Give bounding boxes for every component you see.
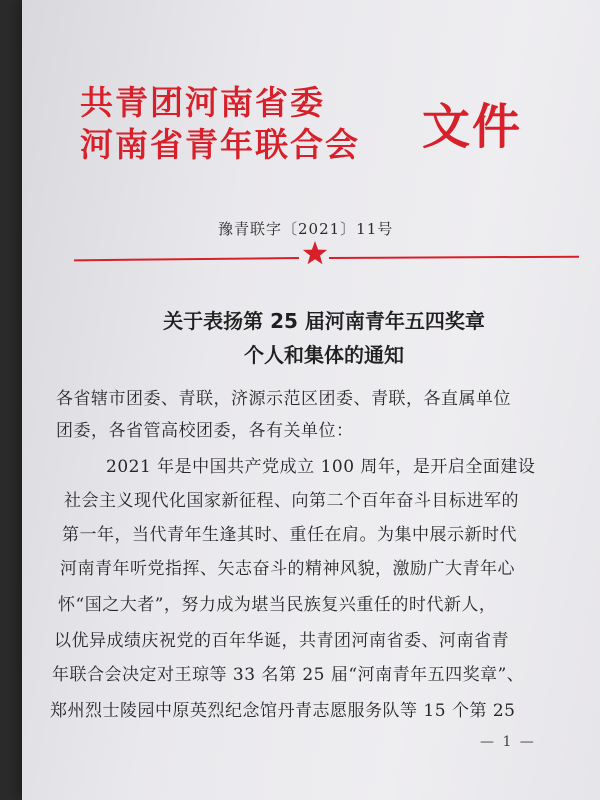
title-line-2: 个人和集体的通知 <box>244 343 404 367</box>
red-rule-right <box>329 256 579 259</box>
body-line: 以优异成绩庆祝党的百年华诞，共青团河南省委、河南省青 <box>54 631 509 651</box>
red-rule-left <box>74 257 299 261</box>
body-line: 郑州烈士陵园中原英烈纪念馆丹青志愿服务队等 15 个第 25 <box>50 701 516 721</box>
notice-title <box>114 304 534 372</box>
body-line: 团委，各省管高校团委，各有关单位： <box>56 421 354 441</box>
page-number: — 1 — <box>480 734 536 750</box>
document-page <box>22 0 600 800</box>
title-line-1: 关于表扬第 25 届河南青年五四奖章 <box>163 309 485 333</box>
issuer-line-2: 河南省青年联合会 <box>80 125 360 164</box>
body-line: 社会主义现代化国家新征程、向第二个百年奋斗目标进军的 <box>64 491 519 511</box>
body-line: 年联合会决定对王琼等 33 名第 25 届“河南青年五四奖章”、 <box>52 665 525 685</box>
star-icon <box>302 240 328 266</box>
issuer-block <box>80 82 360 166</box>
body-line: 2021 年是中国共产党成立 100 周年，是开启全面建设 <box>106 457 536 477</box>
body-line: 各省辖市团委、青联，济源示范区团委、青联，各直属单位 <box>56 389 511 409</box>
doc-type-label: 文件 <box>422 99 523 155</box>
document-number: 豫青联字〔2021〕11号 <box>218 220 394 238</box>
issuer-line-1: 共青团河南省委 <box>80 83 325 122</box>
body-line: 河南青年听党指挥、矢志奋斗的精神风貌，激励广大青年心 <box>60 559 515 579</box>
body-line: 第一年，当代青年生逢其时、重任在肩。为集中展示新时代 <box>62 525 517 545</box>
body-line: 怀“国之大者”，努力成为堪当民族复兴重任的时代新人， <box>58 595 497 615</box>
